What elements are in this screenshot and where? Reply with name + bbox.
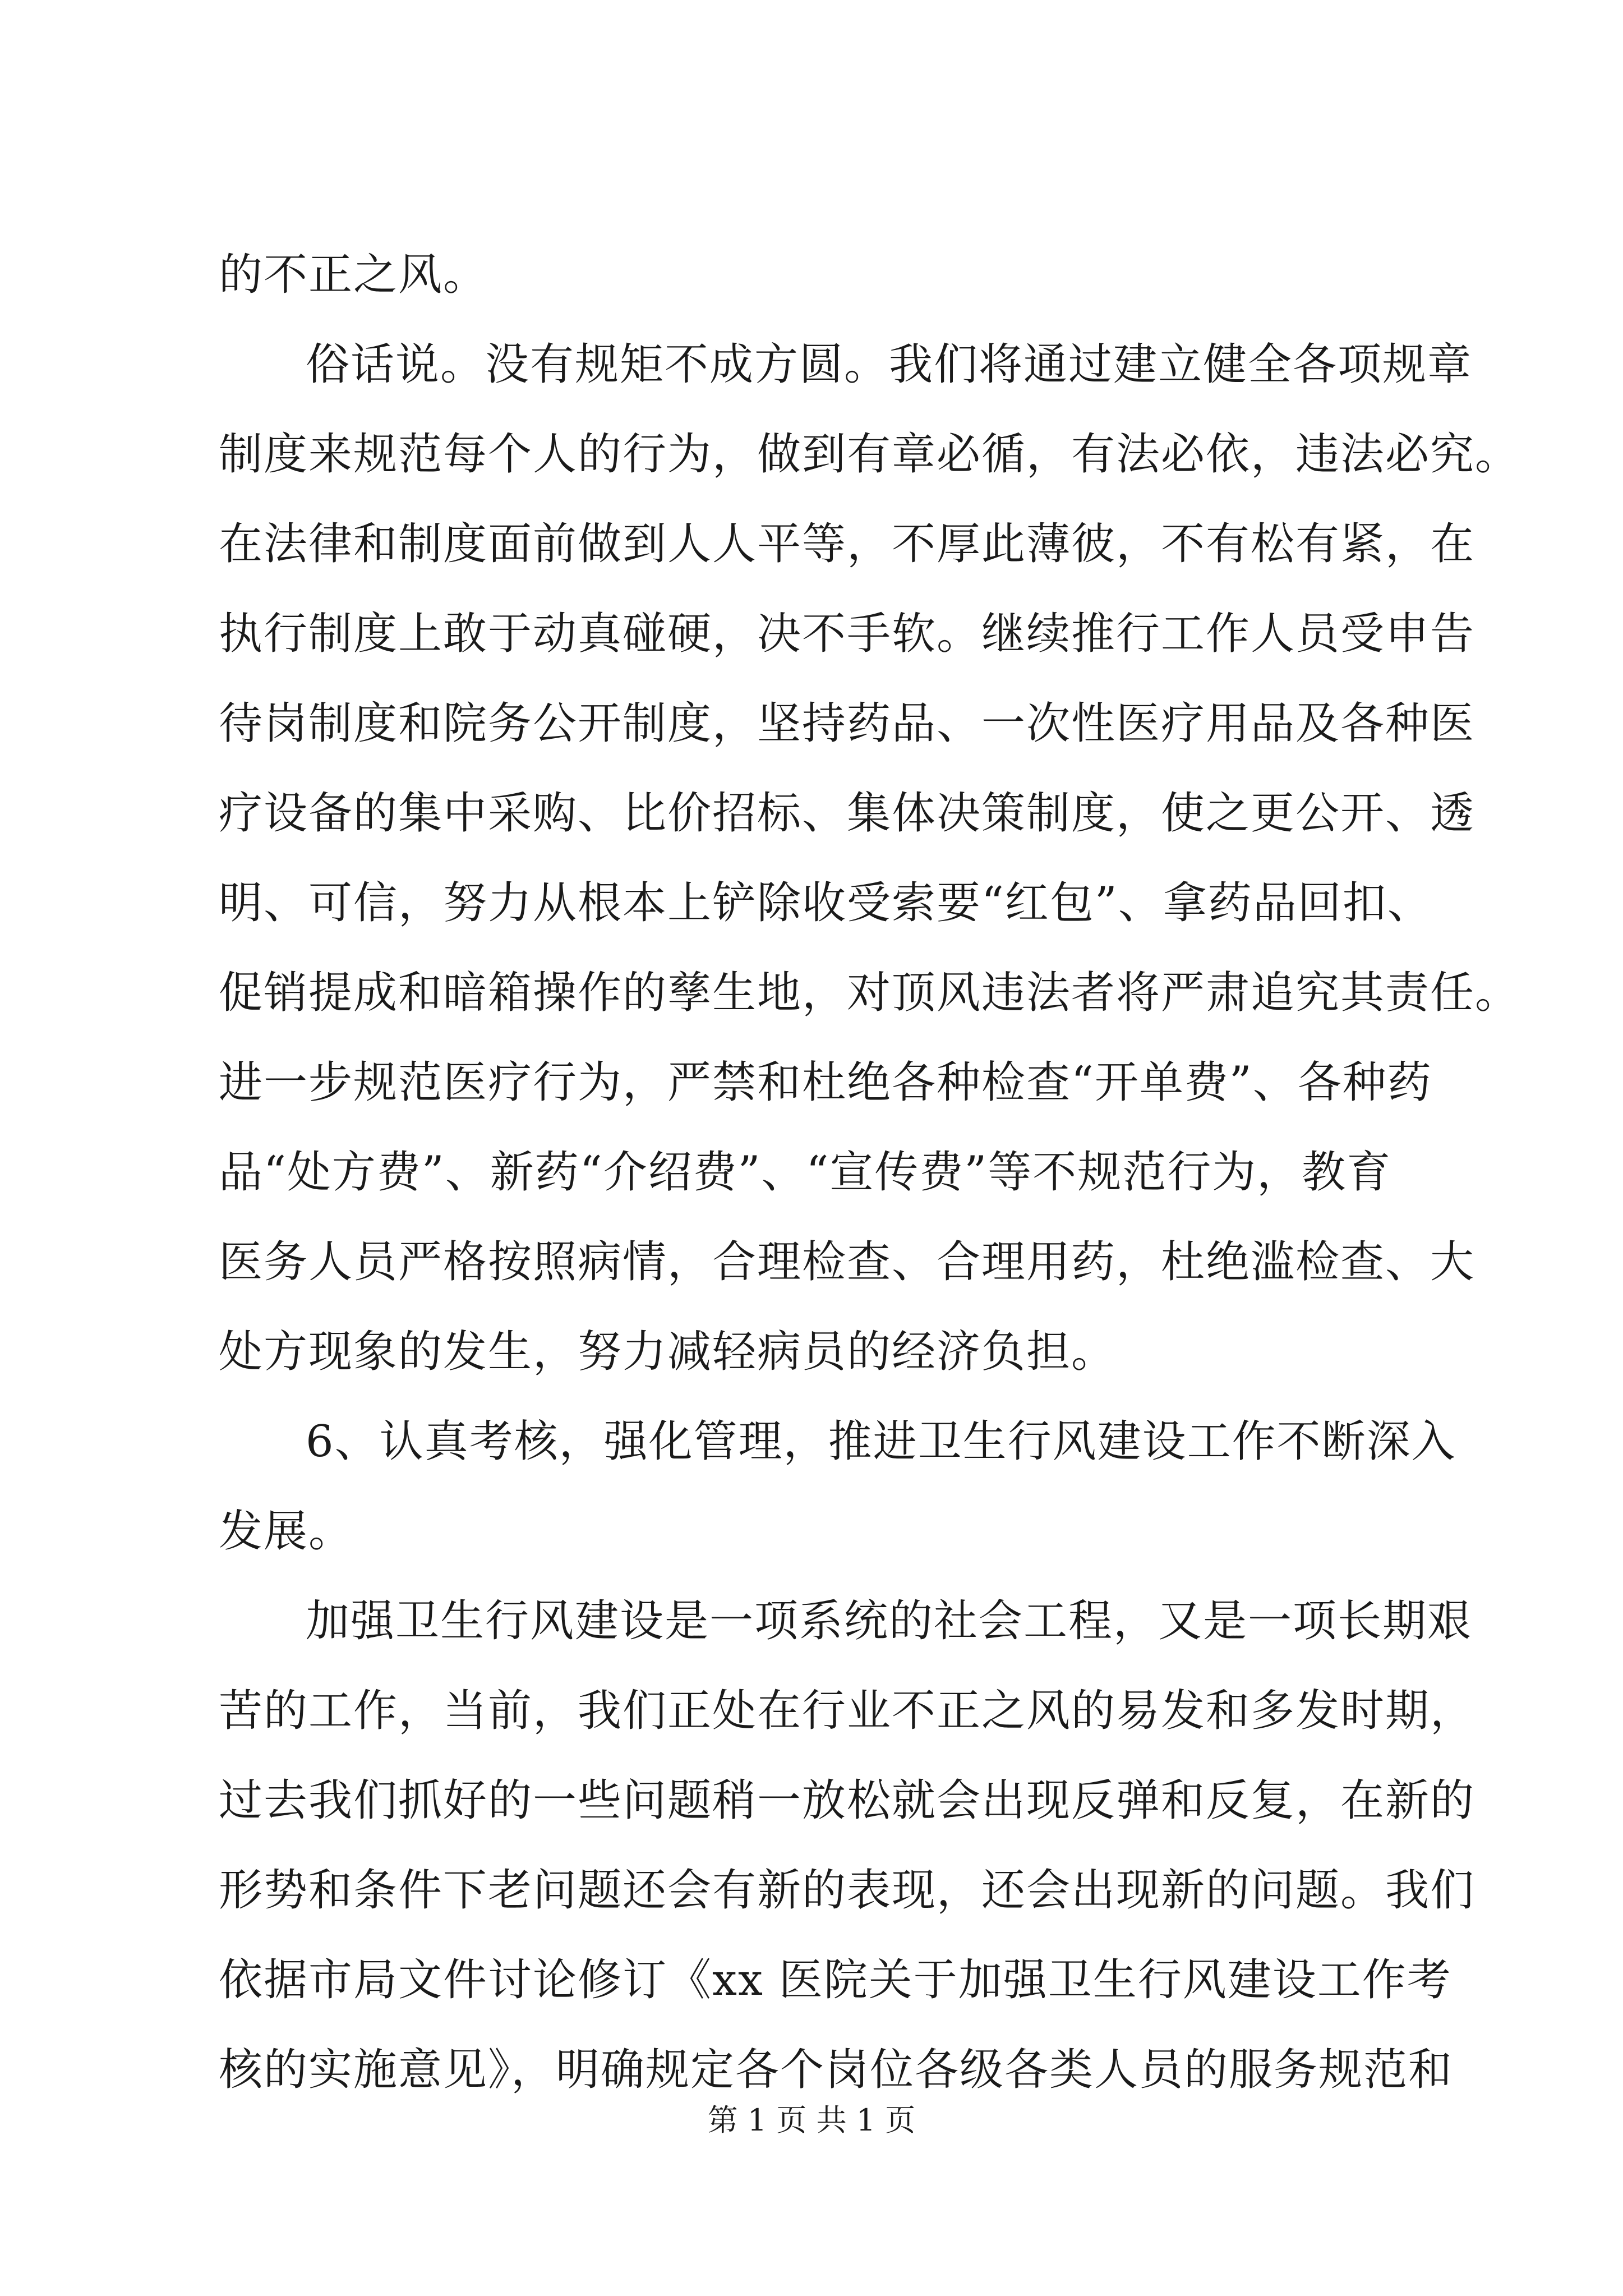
text-line: 加强卫生行风建设是一项系统的社会工程，又是一项长期艰 bbox=[306, 1596, 1473, 1646]
text-line: 处方现象的发生，努力减轻病员的经济负担。 bbox=[219, 1327, 1117, 1377]
text-line: 明、可信，努力从根本上铲除收受索要“红包”、拿药品回扣、 bbox=[219, 878, 1432, 928]
text-line: 依据市局文件讨论修订《xx 医院关于加强卫生行风建设工作考 bbox=[219, 1955, 1452, 2005]
text-line: 制度来规范每个人的行为，做到有章必循，有法必依，违法必究。 bbox=[219, 429, 1520, 480]
text-line: 俗话说。没有规矩不成方圆。我们将通过建立健全各项规章 bbox=[306, 339, 1473, 390]
text-line: 过去我们抓好的一些问题稍一放松就会出现反弹和反复，在新的 bbox=[219, 1775, 1476, 1826]
page-number-footer: 第 1 页 共 1 页 bbox=[707, 2102, 916, 2138]
text-line: 形势和条件下老问题还会有新的表现，还会出现新的问题。我们 bbox=[219, 1865, 1476, 1916]
section-heading: 6、认真考核，强化管理，推进卫生行风建设工作不断深入 bbox=[306, 1416, 1456, 1467]
text-line: 执行制度上敢于动真碰硬，决不手软。继续推行工作人员受申告 bbox=[219, 609, 1476, 659]
text-line: 在法律和制度面前做到人人平等，不厚此薄彼，不有松有紧，在 bbox=[219, 519, 1476, 569]
text-line: 待岗制度和院务公开制度，坚持药品、一次性医疗用品及各种医 bbox=[219, 698, 1476, 749]
text-line: 品“处方费”、新药“介绍费”、“宣传费”等不规范行为，教育 bbox=[219, 1147, 1392, 1198]
text-line: 苦的工作，当前，我们正处在行业不正之风的易发和多发时期， bbox=[219, 1686, 1476, 1736]
text-line: 的不正之风。 bbox=[219, 250, 488, 300]
text-line: 促销提成和暗箱操作的孳生地，对顶风违法者将严肃追究其责任。 bbox=[219, 968, 1520, 1018]
text-line: 医务人员严格按照病情，合理检查、合理用药，杜绝滥检查、大 bbox=[219, 1237, 1476, 1287]
text-line: 进一步规范医疗行为，严禁和杜绝各种检查“开单费”、各种药 bbox=[219, 1057, 1432, 1108]
text-line: 核的实施意见》，明确规定各个岗位各级各类人员的服务规范和 bbox=[219, 2045, 1454, 2095]
section-heading: 发展。 bbox=[219, 1506, 354, 1557]
text-line: 疗设备的集中采购、比价招标、集体决策制度，使之更公开、透 bbox=[219, 788, 1476, 839]
